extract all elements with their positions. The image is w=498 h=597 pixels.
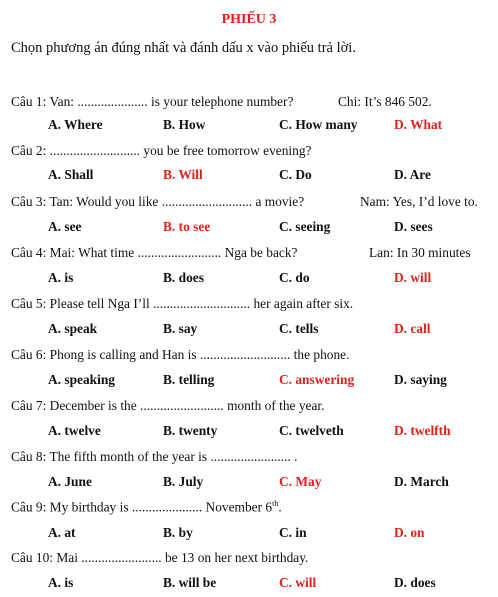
option-b[interactable]: B. by <box>163 525 193 540</box>
question-1 <box>11 94 496 110</box>
option-a[interactable]: A. is <box>48 270 74 285</box>
option-c[interactable]: C. tells <box>279 321 319 336</box>
question-text: Câu 7: December is the ......................... month of the year. <box>11 398 325 413</box>
option-c[interactable]: C. in <box>279 525 307 540</box>
option-c-correct[interactable]: C. will <box>279 575 317 590</box>
option-d[interactable]: D. does <box>394 575 436 590</box>
question-5 <box>11 296 496 312</box>
option-b[interactable]: B. say <box>163 321 198 336</box>
option-a[interactable]: A. at <box>48 525 76 540</box>
option-c[interactable]: C. seeing <box>279 219 331 234</box>
question-9 <box>11 499 496 515</box>
instruction-text: Chọn phương án đúng nhất và đánh dấu x vào phiếu trả lời. <box>11 40 356 56</box>
option-a[interactable]: A. speak <box>48 321 98 336</box>
question-text: Câu 2: ........................... you be free tomorrow evening? <box>11 143 312 158</box>
question-8 <box>11 449 496 465</box>
option-c[interactable]: C. do <box>279 270 310 285</box>
question-reply: Chi: It’s 846 502. <box>338 94 432 109</box>
option-a[interactable]: A. twelve <box>48 423 101 438</box>
question-text: Câu 3: Tan: Would you like ........................... a movie? <box>11 194 305 209</box>
option-d[interactable]: D. Are <box>394 167 431 182</box>
option-d[interactable]: D. saying <box>394 372 447 387</box>
question-3 <box>11 194 496 210</box>
option-d-correct[interactable]: D. will <box>394 270 432 285</box>
option-c-correct[interactable]: C. May <box>279 474 322 489</box>
option-c-correct[interactable]: C. answering <box>279 372 355 387</box>
question-reply: Lan: In 30 minutes <box>369 245 471 260</box>
question-text: Câu 10: Mai ........................ be 13 on her next birthday. <box>11 550 309 565</box>
question-2 <box>11 143 496 159</box>
option-b[interactable]: B. twenty <box>163 423 218 438</box>
option-b[interactable]: B. does <box>163 270 204 285</box>
option-c[interactable]: C. twelveth <box>279 423 344 438</box>
option-d-correct[interactable]: D. What <box>394 117 443 132</box>
question-4 <box>11 245 496 261</box>
option-d-correct[interactable]: D. twelfth <box>394 423 451 438</box>
option-a[interactable]: A. Shall <box>48 167 94 182</box>
question-6 <box>11 347 496 363</box>
question-reply: Nam: Yes, I’d love to. <box>360 194 478 209</box>
option-d-correct[interactable]: D. call <box>394 321 431 336</box>
question-text: Câu 4: Mai: What time ......................... Nga be back? <box>11 245 298 260</box>
option-b-correct[interactable]: B. to see <box>163 219 211 234</box>
option-b[interactable]: B. How <box>163 117 206 132</box>
question-text: Câu 5: Please tell Nga I’ll ............................. her again after six. <box>11 296 354 311</box>
option-a[interactable]: A. speaking <box>48 372 115 387</box>
option-c[interactable]: C. How many <box>279 117 358 132</box>
option-d-correct[interactable]: D. on <box>394 525 425 540</box>
question-text: Câu 8: The fifth month of the year is ........................ . <box>11 449 298 464</box>
option-a[interactable]: A. is <box>48 575 74 590</box>
option-b[interactable]: B. July <box>163 474 204 489</box>
option-b-correct[interactable]: B. Will <box>163 167 203 182</box>
option-a[interactable]: A. June <box>48 474 92 489</box>
question-tail: . <box>278 499 282 515</box>
option-c[interactable]: C. Do <box>279 167 312 182</box>
worksheet-title: PHIẾU 3 <box>221 12 277 27</box>
option-d[interactable]: D. sees <box>394 219 433 234</box>
option-d[interactable]: D. March <box>394 474 449 489</box>
question-text: Câu 9: My birthday is ..................... November 6 <box>11 499 273 515</box>
question-text: Câu 6: Phong is calling and Han is ........................... the phone. <box>11 347 350 362</box>
question-text: Câu 1: Van: ..................... is your telephone number? <box>11 94 294 109</box>
option-b[interactable]: B. will be <box>163 575 217 590</box>
question-7 <box>11 398 496 414</box>
question-10 <box>11 550 496 566</box>
ordinal-suffix: th <box>272 499 279 508</box>
option-a[interactable]: A. Where <box>48 117 103 132</box>
option-a[interactable]: A. see <box>48 219 82 234</box>
option-b[interactable]: B. telling <box>163 372 215 387</box>
